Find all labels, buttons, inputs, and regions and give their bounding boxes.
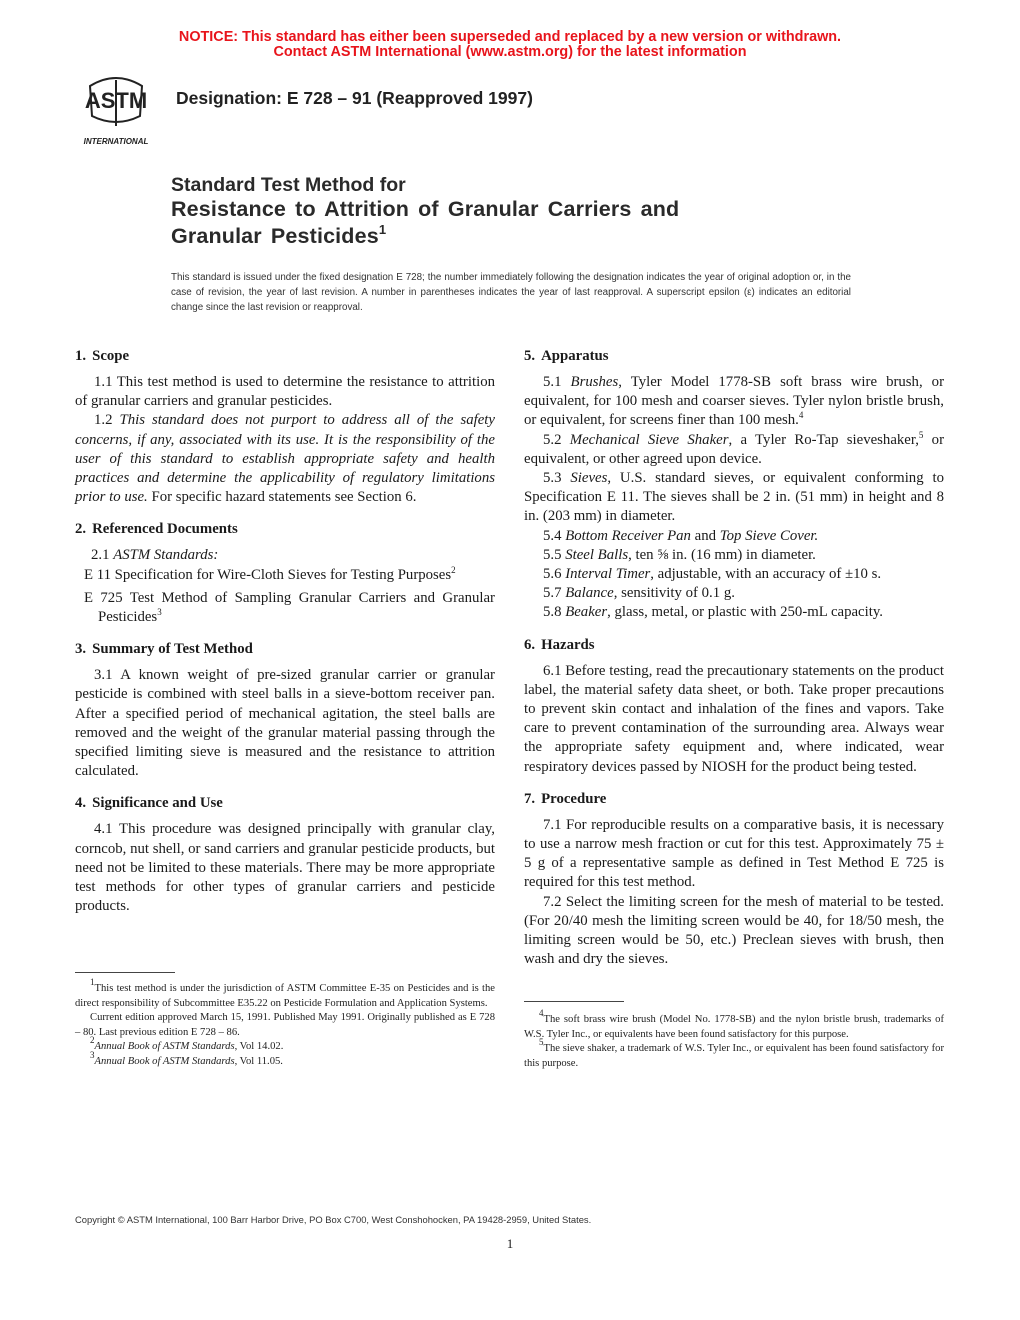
footnote-2: $^2$Annual Book of ASTM Standards, Vol 14.02. (90, 1035, 284, 1052)
reference-e725: E 725 Test Method of Sampling Granular Carriers and Granular Pesticides$^3$ (84, 589, 495, 626)
item-5-1: 5.1 Brushes, Tyler Model 1778-SB soft brass wire brush, or equivalent, for 100 mesh and coarser sieves. Tyler nylon bristle brush, or equivalent, for screens finer than 100 mesh.$^4$ (524, 374, 945, 429)
designation: Designation: E 728 – 91 (Reapproved 1997) (176, 88, 533, 108)
section-referenced-documents: 2. Referenced Documents 2.1 ASTM Standards: E 11 Specification for Wire-Cloth Sieves for Testing Purposes$^2$ E 725 Test Method of Sampling Granular Carriers and Granular Pesticides$^3$ (75, 519, 495, 627)
title-line-3: Granular Pesticides (171, 224, 379, 248)
section-scope (75, 346, 495, 507)
section-heading: Hazards (541, 636, 595, 653)
section-heading: Scope (92, 348, 130, 364)
paragraph-6-1: 6.1 Before testing, read the precautionary statements on the product label, the material safety data sheet, or both. Take proper precautions to prevent skin contact and inhalation of the fines and vapors. Take care to prevent contamination of the surrounding area. Always wear the appropriate safety equipment and, where indicated, wear respiratory devices passed by NIOSH for the product being tested. (524, 662, 944, 775)
footnote-5: $^5$The sieve shaker, a trademark of W.S. Tyler Inc., or equivalent has been found satisfactory for this purpose. (524, 1037, 944, 1069)
section-heading: Significance and Use (92, 795, 223, 812)
paragraph-3-1: 3.1 A known weight of pre-sized granular carrier or granular pesticide is combined with steel balls in a sieve-bottom receiver pan. After a specified period of mechanical agitation, the steel balls are removed and the weight of the granular material passing through the specified limiting sieve is measured and the resistance to attrition calculated. (75, 667, 495, 780)
notice-line-2: Contact ASTM International (www.astm.org) for the latest information (273, 44, 747, 60)
paragraph-7-1: 7.1 For reproducible results on a comparative basis, it is necessary to use a narrow mesh fraction or cut for this test. Approximately 75 ± 5 g of a representative sample as defined in Test Method E 725 is required for this test method. (524, 816, 944, 891)
paragraph-4-1: 4.1 This procedure was designed principally with granular clay, corncob, nut shell, or sand carriers and granular pesticide products, but need not be limited to these materials. There may be more appropriate test methods for other types of granular carriers and pesticide products. (75, 821, 495, 915)
section-heading: Apparatus (541, 348, 609, 364)
footnote-3: $^3$Annual Book of ASTM Standards, Vol 11.05. (90, 1049, 283, 1067)
paragraph-7-2: 7.2 Select the limiting screen for the mesh of material to be tested. (For 20/40 mesh the limiting screen would be 40, for 18/50 mesh, the limiting screen would be 50, etc.) Preclean sieves with brush, then wash and dry the sieves. (524, 893, 944, 968)
notice-line-1: NOTICE: This standard has either been superseded and replaced by a new version or withdrawn. (178, 29, 842, 45)
left-column (75, 346, 495, 928)
copyright: Copyright © ASTM International, 100 Barr Harbor Drive, PO Box C700, West Conshohocken, PA 19428-2959, United States. (75, 1214, 592, 1225)
footnote-rule-right (524, 1001, 624, 1002)
item-5-2: 5.2 Mechanical Sieve Shaker, a Tyler Ro-Tap sieveshaker,$^5$ or equivalent, or other agreed upon device. (524, 429, 944, 467)
page-number: 1 (506, 1236, 514, 1251)
paragraph-1-1: 1.1 This test method is used to determine the resistance to attrition of granular carriers and granular pesticides. (75, 374, 495, 410)
item-5-4: 5.4 Bottom Receiver Pan and Top Sieve Cover. (543, 527, 819, 544)
section-hazards: 6. Hazards 6.1 Before testing, read the precautionary statements on the product label, the material safety data sheet, or both. Take proper precautions to prevent skin contact and inhalation of the fines and vapors. Take care to prevent contamination of the surrounding area. Always wear the appropriate safety equipment and, where indicated, wear respiratory devices passed by NIOSH for the product being tested. (524, 635, 944, 777)
footnote-1: $^1$This test method is under the jurisdiction of ASTM Committee E-35 on Pesticides and is the direct responsibility of Subcommittee E35.22 on Pesticide Formulation and Application Systems. (75, 977, 495, 1009)
title-line-1: Standard Test Method for (171, 174, 406, 196)
issuance-note: This standard is issued under the fixed designation E 728; the number immediately following the designation indicates the year of original adoption or, in the case of revision, the year of last revision. A number in parentheses indicates the year of last reapproval. A superscript epsilon (ε) indicates an editorial change since the last revision or reapproval. (171, 272, 851, 313)
item-5-8: 5.8 Beaker, glass, metal, or plastic with 250-mL capacity. (543, 604, 883, 621)
footnotes-right (524, 1008, 944, 1071)
title-line-2: Resistance to Attrition of Granular Carriers and (171, 197, 680, 221)
section-heading: Referenced Documents (92, 521, 238, 538)
footnote-1-edition: Current edition approved March 15, 1991. Published May 1991. Originally published as E 728 – 80. Last previous edition E 728 – 86. (75, 1012, 495, 1038)
item-5-5: 5.5 Steel Balls, ten ⅝ in. (16 mm) in diameter. (543, 546, 816, 563)
logo-text: ASTM (84, 88, 148, 113)
section-summary: 3. Summary of Test Method 3.1 A known weight of pre-sized granular carrier or granular pesticide is combined with steel balls in a sieve-bottom receiver pan. After a specified period of mechanical agitation, the steel balls are removed and the weight of the granular material passing through the specified limiting sieve is measured and the resistance to attrition calculated. (75, 639, 495, 781)
section-procedure: 7. Procedure 7.1 For reproducible results on a comparative basis, it is necessary to use a narrow mesh fraction or cut for this test. Approximately 75 ± 5 g of a representative sample as defined in Test Method E 725 is required for this test method. 7.2 Select the limiting screen for the mesh of material to be tested. (For 20/40 mesh the limiting screen would be 40, for 18/50 mesh, the limiting screen would be 50, etc.) Preclean sieves with brush, then wash and dry the sieves. (524, 789, 944, 970)
astm-logo (70, 76, 162, 148)
section-significance: 4. Significance and Use 4.1 This procedure was designed principally with granular clay, corncob, nut shell, or sand carriers and granular pesticide products, but need not be limited to these materials. There may be more appropriate test methods for other types of granular carriers and pesticide products. (75, 793, 495, 916)
right-column (524, 346, 944, 981)
footnote-rule-left (75, 972, 175, 973)
footnote-4: $^4$The soft brass wire brush (Model No. 1778-SB) and the nylon bristle brush, trademarks of W.S. Tyler Inc., or equivalents have been found satisfactory for this purpose. (524, 1008, 944, 1040)
title-footnote-ref: 1 (378, 222, 387, 237)
paragraph-1-2: 1.2 This standard does not purport to address all of the safety concerns, if any, associated with its use. It is the responsibility of the user of this standard to establish appropriate safety and health practices and determine the applicability of regulatory limitations prior to use. For specific hazard statements see Section 6. (75, 412, 495, 506)
document-title (171, 174, 679, 250)
footnotes-left (75, 977, 495, 1069)
item-5-7: 5.7 Balance, sensitivity of 0.1 g. (543, 585, 735, 602)
section-heading: Summary of Test Method (92, 641, 253, 658)
reference-e11: E 11 Specification for Wire-Cloth Sieves for Testing Purposes$^2$ (84, 564, 456, 583)
section-heading: Procedure (541, 790, 607, 807)
paragraph-2-1: 2.1 ASTM Standards: (91, 547, 219, 564)
item-5-3: 5.3 Sieves, U.S. standard sieves, or equivalent conforming to Specification E 11. The sieves shall be 2 in. (51 mm) in height and 8 in. (203 mm) in diameter. (524, 470, 944, 525)
section-number: 1. (75, 348, 87, 364)
item-5-6: 5.6 Interval Timer, adjustable, with an accuracy of ±10 s. (543, 566, 882, 583)
logo-subtext: INTERNATIONAL (83, 137, 149, 146)
section-apparatus: 5. Apparatus 5.1 Brushes, Tyler Model 1778-SB soft brass wire brush, or equivalent, for 100 mesh and coarser sieves. Tyler nylon bristle brush, or equivalent, for screens finer than 100 mesh.$^4$ 5.2 Mechanical Sieve Shaker, a Tyler Ro-Tap sieveshaker,$^5$ or equivalent, or other agreed upon device. 5.3 Sieves, U.S. standard sieves, or equivalent conforming to Specification E 11. The sieves shall be 2 in. (51 mm) in height and 8 in. (203 mm) in diameter. 5.4 Bottom Receiver Pan and Top Sieve Cover. 5.5 Steel Balls, ten ⅝ in. (16 mm) in diameter. 5.6 Interval Timer, adjustable, with an accuracy of ±10 s. 5.7 Balance, sensitivity of 0.1 g. 5.8 Beaker, glass, metal, or plastic with 250-mL capacity. (524, 346, 944, 623)
